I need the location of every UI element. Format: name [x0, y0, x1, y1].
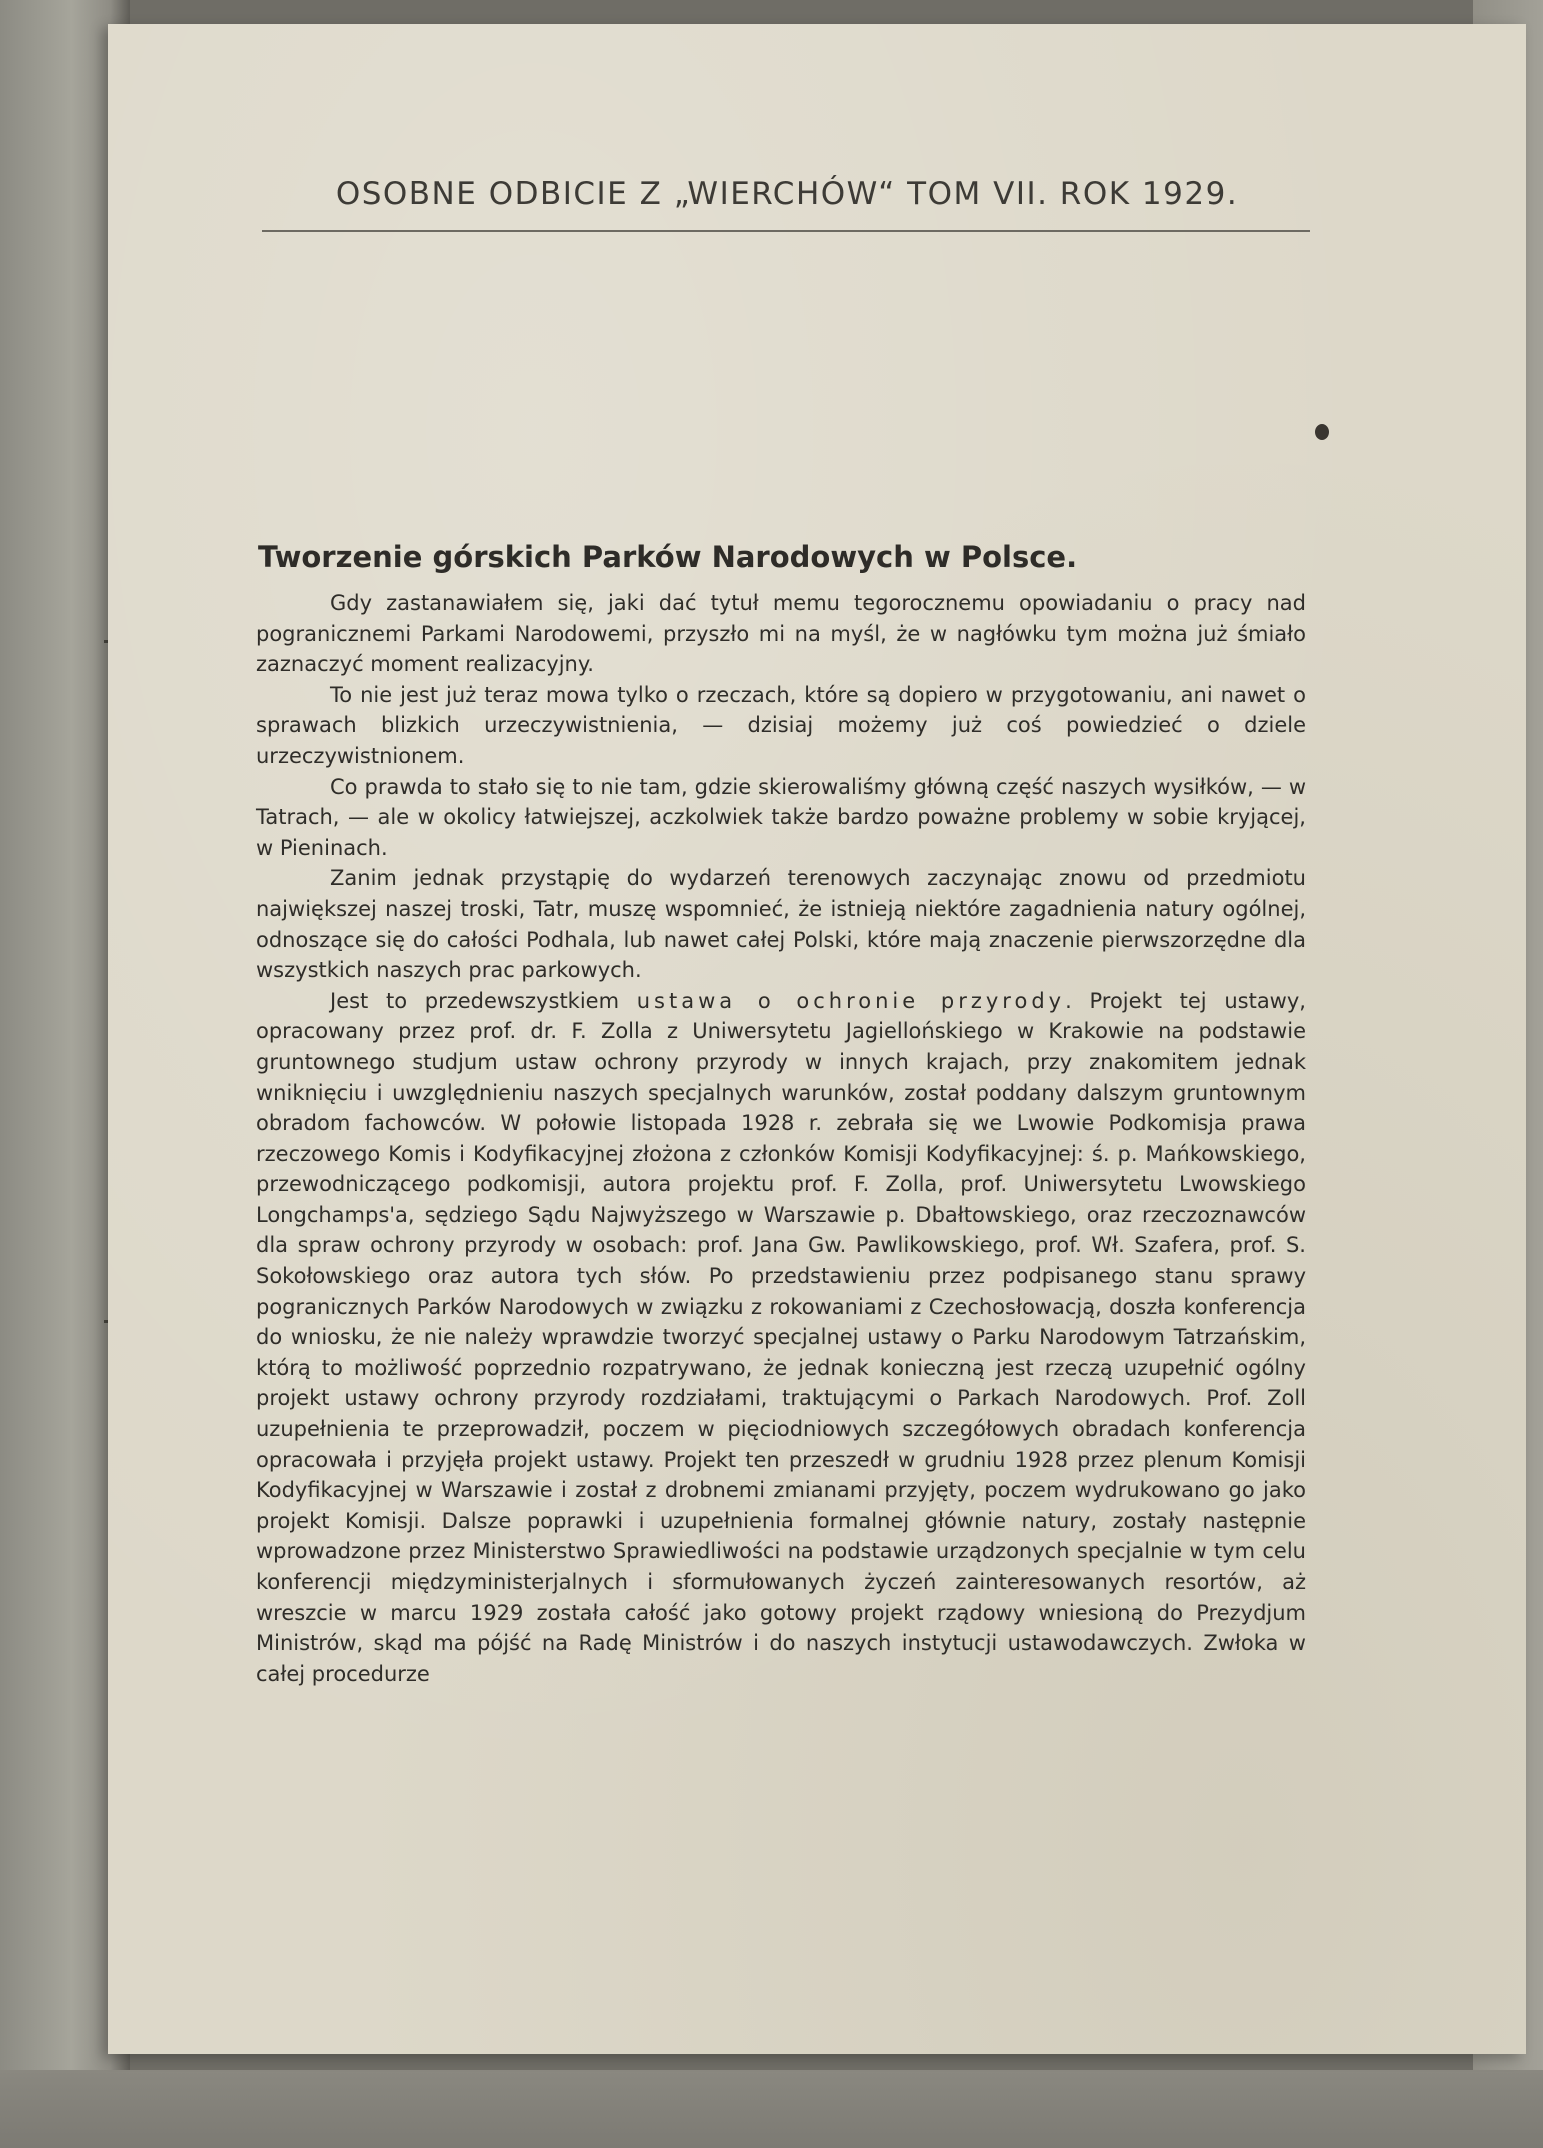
offprint-header: OSOBNE ODBICIE Z „WIERCHÓW“ TOM VII. ROK 1929.	[335, 176, 1239, 212]
emphasized-term: ustawa o ochronie przyrody	[636, 988, 1066, 1013]
paragraph: Gdy zastanawiałem się, jaki dać tytuł memu tegorocznemu opowiadaniu o pracy nad pogranicznemi Parkami Narodowemi, przyszło mi na myśl, że w nagłówku tym można już śmiało zaznaczyć moment realizacyjny.	[256, 591, 1306, 677]
paragraph: Co prawda to stało się to nie tam, gdzie skierowaliśmy główną część naszych wysiłków, — w Tatrach, — ale w okolicy łatwiejszej, aczkolwiek także bardzo poważne problemy w sobie kryjącej, w Pieninach.	[256, 774, 1306, 860]
article	[256, 540, 1306, 1689]
paragraph: Zanim jednak przystąpię do wydarzeń terenowych zaczynając znowu od przedmiotu największej naszej troski, Tatr, muszę wspomnieć, że istnieją niektóre zagadnienia natury ogólnej, odnoszące się do całości Podhala, lub nawet całej Polski, które mają znaczenie pierwszorzędne dla wszystkich naszych prac parkowych.	[256, 866, 1306, 983]
article-title: Tworzenie górskich Parków Narodowych w Polsce.	[258, 540, 1078, 574]
paragraph: To nie jest już teraz mowa tylko o rzeczach, które są dopiero w przygotowaniu, ani nawet o sprawach blizkich urzeczywistnienia, — dzisiaj możemy już coś powiedzieć o dziele urzeczywistnionem.	[256, 682, 1306, 768]
header-rule	[262, 230, 1310, 232]
paragraph	[256, 986, 1306, 1690]
ink-speck	[1315, 424, 1329, 440]
paragraph-text: Jest to przedewszystkiem	[330, 988, 620, 1013]
paragraph-text: . Projekt tej ustawy, opracowany przez prof. dr. F. Zolla z Uniwersytetu Jagiellońskiego w Krakowie na podstawie gruntownego studjum ustaw ochrony przyrody w innych krajach, przy znakomitem jednak wniknięciu i uwzględnieniu naszych specjalnych warunków, został poddany dalszym gruntownym obradom fachowców. W połowie listopada 1928 r. zebrała się we Lwowie Podkomisja prawa rzeczowego Komis i Kodyfikacyjnej złożona z członków Komisji Kodyfikacyjnej: ś. p. Mańkowskiego, przewodniczącego podkomisji, autora projektu prof. F. Zolla, prof. Uniwersytetu Lwowskiego Longchamps'a, sędziego Sądu Najwyższego w Warszawie p. Dbałtowskiego, oraz rzeczoznawców dla spraw ochrony przyrody w osobach: prof. Jana Gw. Pawlikowskiego, prof. Wł. Szafera, prof. S. Sokołowskiego oraz autora tych słów. Po przedstawieniu przez podpisanego stanu sprawy pogranicznych Parków Narodowych w związku z rokowaniami z Czechosłowacją, doszła konferencja do wniosku, że nie należy wprawdzie tworzyć specjalnej ustawy o Parku Narodowym Tatrzańskim, którą to możliwość poprzednio rozpatrywano, że jednak konieczną jest rzeczą uzupełnić ogólny projekt ustawy ochrony przyrody rozdziałami, traktującymi o Parkach Narodowych. Prof. Zoll uzupełnienia te przeprowadził, poczem w pięciodniowych szczegółowych obradach konferencja opracowała i przyjęła projekt ustawy. Projekt ten przeszedł w grudniu 1928 przez plenum Komisji Kodyfikacyjnej w Warszawie i został z drobnemi zmianami przyjęty, poczem wydrukowano go jako projekt Komisji. Dalsze poprawki i uzupełnienia formalnej głównie natury, zostały następnie wprowadzone przez Ministerstwo Sprawiedliwości na podstawie urządzonych specjalnie w tym celu konferencji międzyministerjalnych i sformułowanych życzeń zainteresowanych resortów, aż wreszcie w marcu 1929 została całość jako gotowy projekt rządowy wniesioną do Prezydjum Ministrów, skąd ma pójść na Radę Ministrów i do naszych instytucji ustawodawczych. Zwłoka w całej procedurze	[256, 988, 1306, 1686]
background-surface-bottom	[0, 2070, 1543, 2148]
